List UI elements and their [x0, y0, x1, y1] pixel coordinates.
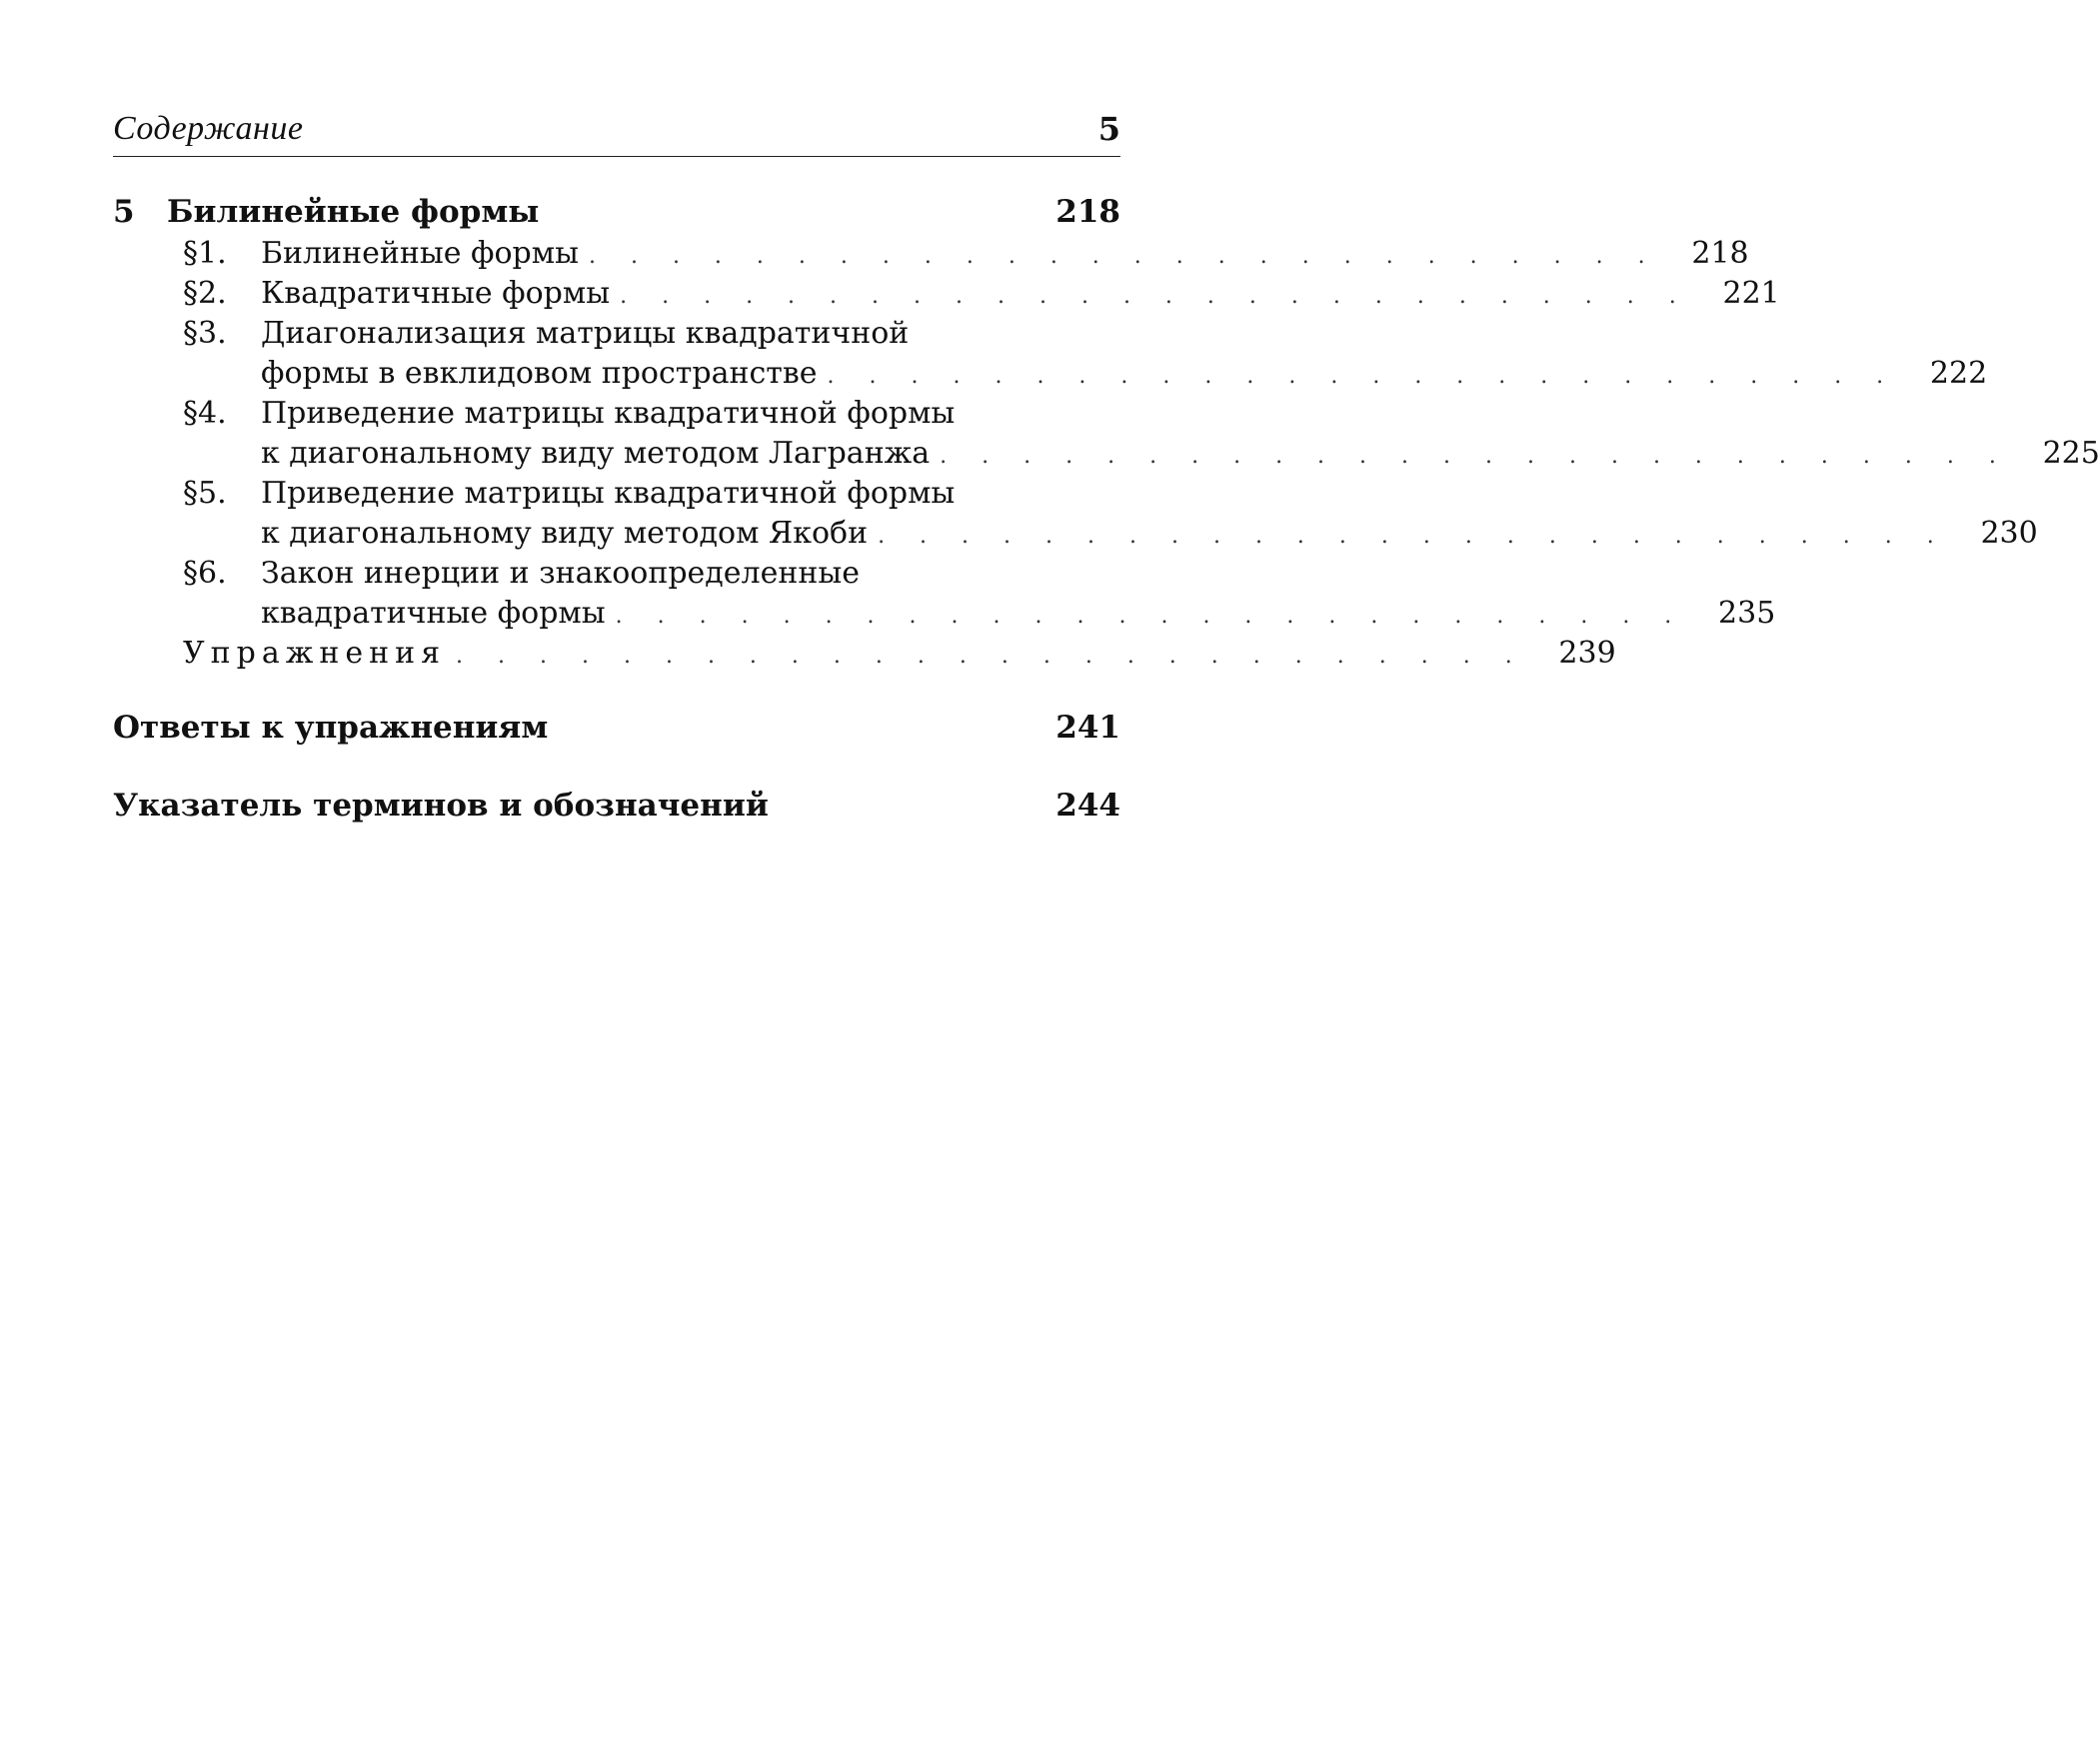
section-number: §5.: [183, 476, 227, 511]
toc-section-continuation[interactable]: [113, 354, 1988, 394]
section-title: Диагонализация матрицы квадратичной: [261, 316, 910, 351]
index-page: 244: [1055, 788, 1120, 824]
section-page: 225: [2042, 436, 2100, 471]
section-number: §3.: [183, 316, 227, 351]
leader-dots: . . . . . . . . . . . . . . . . . . . . . . . . . .: [827, 364, 1898, 389]
chapter-title: Билинейные формы: [167, 194, 540, 230]
toc-section-continuation[interactable]: [113, 514, 2038, 554]
section-number: §1.: [183, 236, 227, 271]
toc-exercises-entry[interactable]: [113, 634, 1616, 674]
leader-dots: . . . . . . . . . . . . . . . . . . . . . . . . . .: [620, 284, 1690, 309]
toc-section-entry[interactable]: [113, 474, 1120, 514]
running-title: Содержание: [113, 110, 304, 147]
toc-section-entry[interactable]: [113, 234, 1749, 274]
section-number: §6.: [183, 556, 227, 591]
toc-section-continuation[interactable]: [113, 434, 2100, 474]
leader-dots: . . . . . . . . . . . . . . . . . . . . . . . . . .: [615, 604, 1686, 629]
toc-section-continuation[interactable]: [113, 594, 1776, 634]
section-title: Приведение матрицы квадратичной формы: [261, 396, 956, 431]
toc-answers-entry[interactable]: [113, 704, 1120, 752]
leader-dots: . . . . . . . . . . . . . . . . . . . . . . . . . .: [456, 644, 1526, 669]
section-page: 230: [1980, 516, 2038, 551]
section-title-continued: формы в евклидовом пространстве: [261, 356, 818, 391]
toc-section-entry[interactable]: [113, 314, 1120, 354]
section-page: 221: [1722, 276, 1780, 311]
leader-dots: . . . . . . . . . . . . . . . . . . . . . . . . . .: [588, 244, 1659, 269]
index-title: Указатель терминов и обозначений: [113, 788, 769, 824]
page-number: 5: [1097, 110, 1120, 148]
toc-section-entry[interactable]: [113, 274, 1780, 314]
section-title: Закон инерции и знакоопределенные: [261, 556, 860, 591]
answers-title: Ответы к упражнениям: [113, 710, 549, 746]
answers-page: 241: [1055, 710, 1120, 746]
section-title: Квадратичные формы: [261, 276, 611, 311]
toc-index-entry[interactable]: [113, 782, 1120, 830]
chapter-number: 5: [113, 194, 135, 230]
section-page: 218: [1691, 236, 1749, 271]
section-title: Билинейные формы: [261, 236, 579, 271]
exercises-title: Упражнения: [183, 636, 447, 671]
table-of-contents: [113, 190, 2100, 830]
section-title-continued: к диагональному виду методом Якоби: [261, 516, 869, 551]
section-page: 235: [1718, 596, 1776, 631]
section-number: §4.: [183, 396, 227, 431]
chapter-page: 218: [1055, 194, 1120, 230]
section-page: 222: [1929, 356, 1988, 391]
running-header: [113, 110, 1120, 157]
toc-chapter-entry[interactable]: [113, 190, 1120, 234]
section-number: §2.: [183, 276, 227, 311]
leader-dots: . . . . . . . . . . . . . . . . . . . . . . . . . .: [940, 444, 2010, 469]
section-title-continued: квадратичные формы: [261, 596, 606, 631]
leader-dots: . . . . . . . . . . . . . . . . . . . . . . . . . .: [878, 524, 1948, 549]
exercises-page: 239: [1558, 636, 1616, 671]
toc-section-entry[interactable]: [113, 394, 1120, 434]
section-title-continued: к диагональному виду методом Лагранжа: [261, 436, 931, 471]
section-title: Приведение матрицы квадратичной формы: [261, 476, 956, 511]
toc-section-entry[interactable]: [113, 554, 1120, 594]
